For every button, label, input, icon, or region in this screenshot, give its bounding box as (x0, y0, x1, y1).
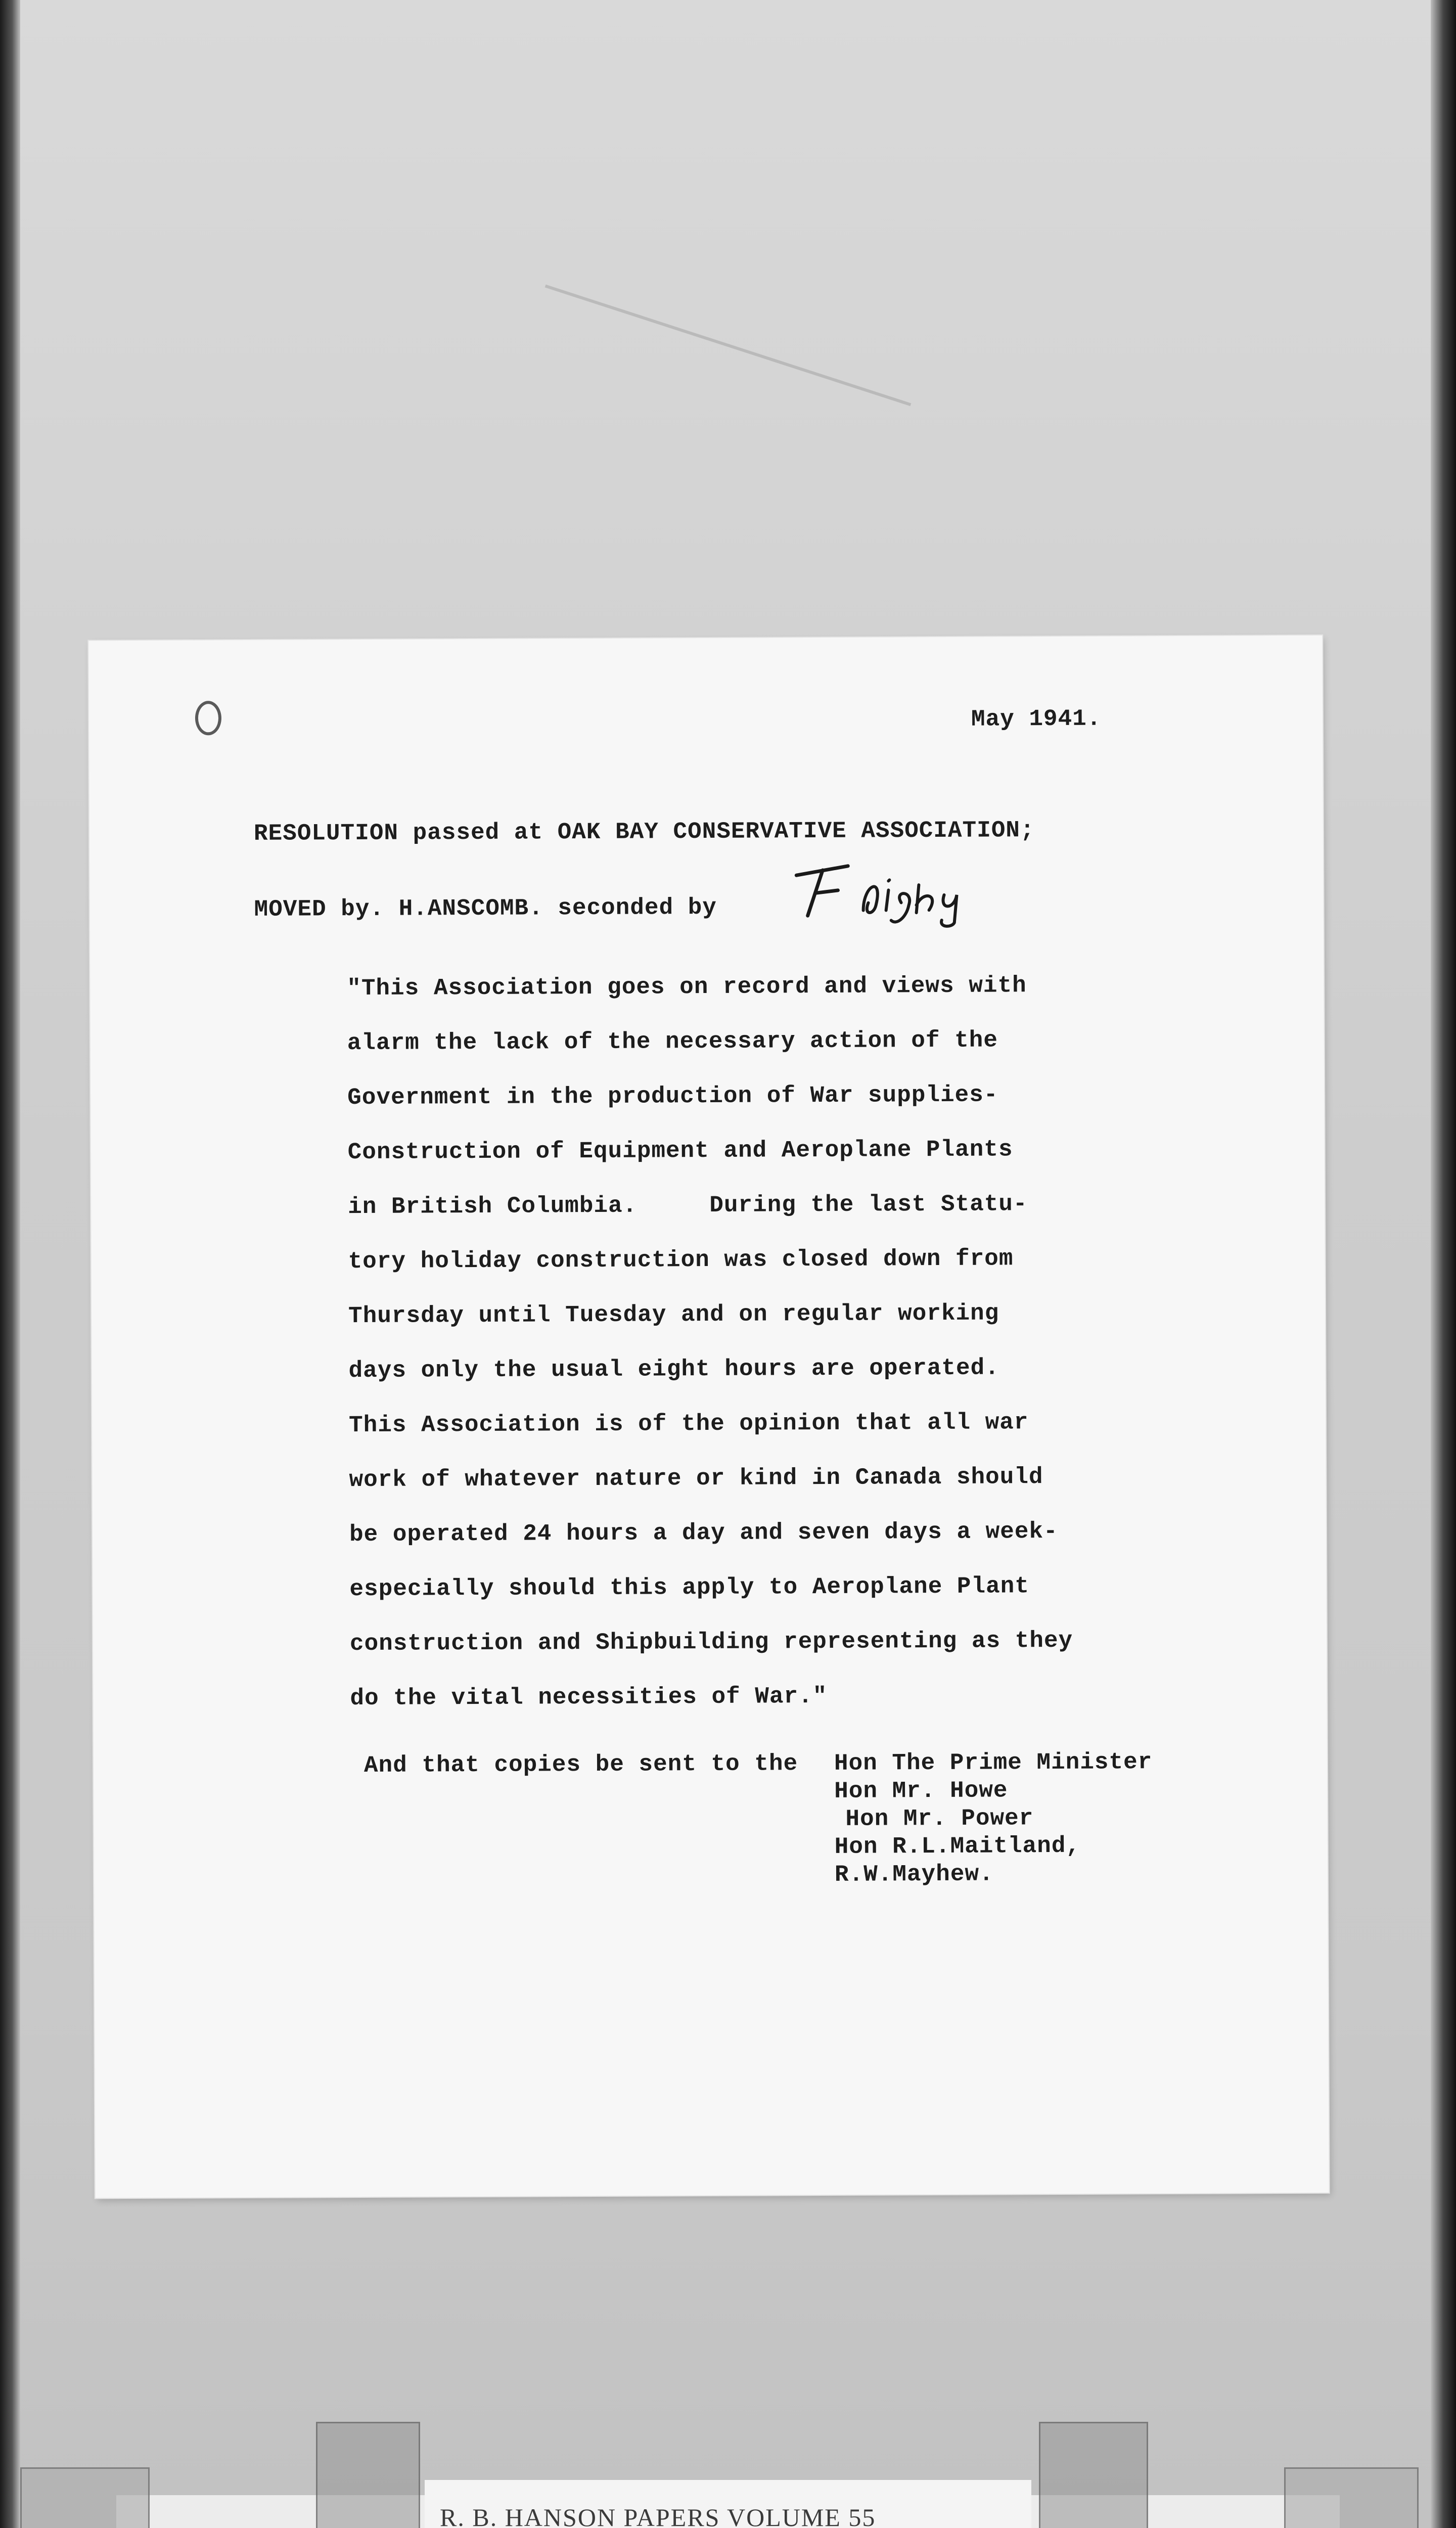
body-line: "This Association goes on record and views with (347, 972, 1027, 1002)
body-line: Government in the production of War supplies- (347, 1081, 998, 1111)
recipient-item: Hon Mr. Power (845, 1805, 1034, 1832)
body-line: in British Columbia. During the last Statu- (348, 1191, 1028, 1221)
body-line: days only the usual eight hours are operated. (348, 1355, 999, 1384)
body-line: work of whatever nature or kind in Canada should (349, 1464, 1043, 1494)
board-edge-left (0, 0, 20, 2528)
document-date: May 1941. (971, 705, 1102, 733)
seconder-signature (787, 854, 980, 931)
recipient-item: Hon The Prime Minister (834, 1749, 1153, 1777)
body-line: be operated 24 hours a day and seven days a week- (349, 1518, 1058, 1548)
body-line: do the vital necessities of War." (350, 1683, 828, 1712)
copies-intro-block (364, 1750, 798, 1780)
body-line: alarm the lack of the necessary action of the (347, 1027, 998, 1057)
tape-strip (20, 2467, 150, 2528)
body-line: construction and Shipbuilding representing as they (349, 1627, 1073, 1657)
body-line: tory holiday construction was closed down from (348, 1245, 1014, 1275)
recipient-item: Hon Mr. Howe (834, 1777, 1008, 1804)
handwritten-signature-svg (787, 854, 980, 931)
body-line: This Association is of the opinion that all war (348, 1409, 1029, 1439)
volume-label-text: R. B. HANSON PAPERS VOLUME 55 (440, 2503, 876, 2528)
tape-strip (1039, 2422, 1148, 2528)
typed-sheet (88, 636, 1329, 2198)
board-crease (545, 285, 912, 407)
resolution-heading: RESOLUTION passed at OAK BAY CONSERVATIVE ASSOCIATION; (253, 817, 1035, 847)
moved-by-line: MOVED by. H.ANSCOMB. seconded by (254, 894, 717, 923)
copies-intro: And that copies be sent to the (363, 1750, 798, 1779)
resolution-body (347, 970, 1073, 1738)
recipient-item: R.W.Mayhew. (834, 1861, 994, 1888)
tape-strip (316, 2422, 420, 2528)
recipient-item: Hon R.L.Maitland, (834, 1832, 1081, 1860)
tape-strip (1284, 2467, 1419, 2528)
punch-hole-mark (195, 701, 221, 735)
body-line: Construction of Equipment and Aeroplane Plants (347, 1136, 1013, 1166)
recipient-list (834, 1749, 1153, 1889)
body-line: especially should this apply to Aeroplane Plant (349, 1573, 1030, 1603)
body-line: Thursday until Tuesday and on regular working (348, 1300, 999, 1330)
board-edge-right (1431, 0, 1456, 2528)
